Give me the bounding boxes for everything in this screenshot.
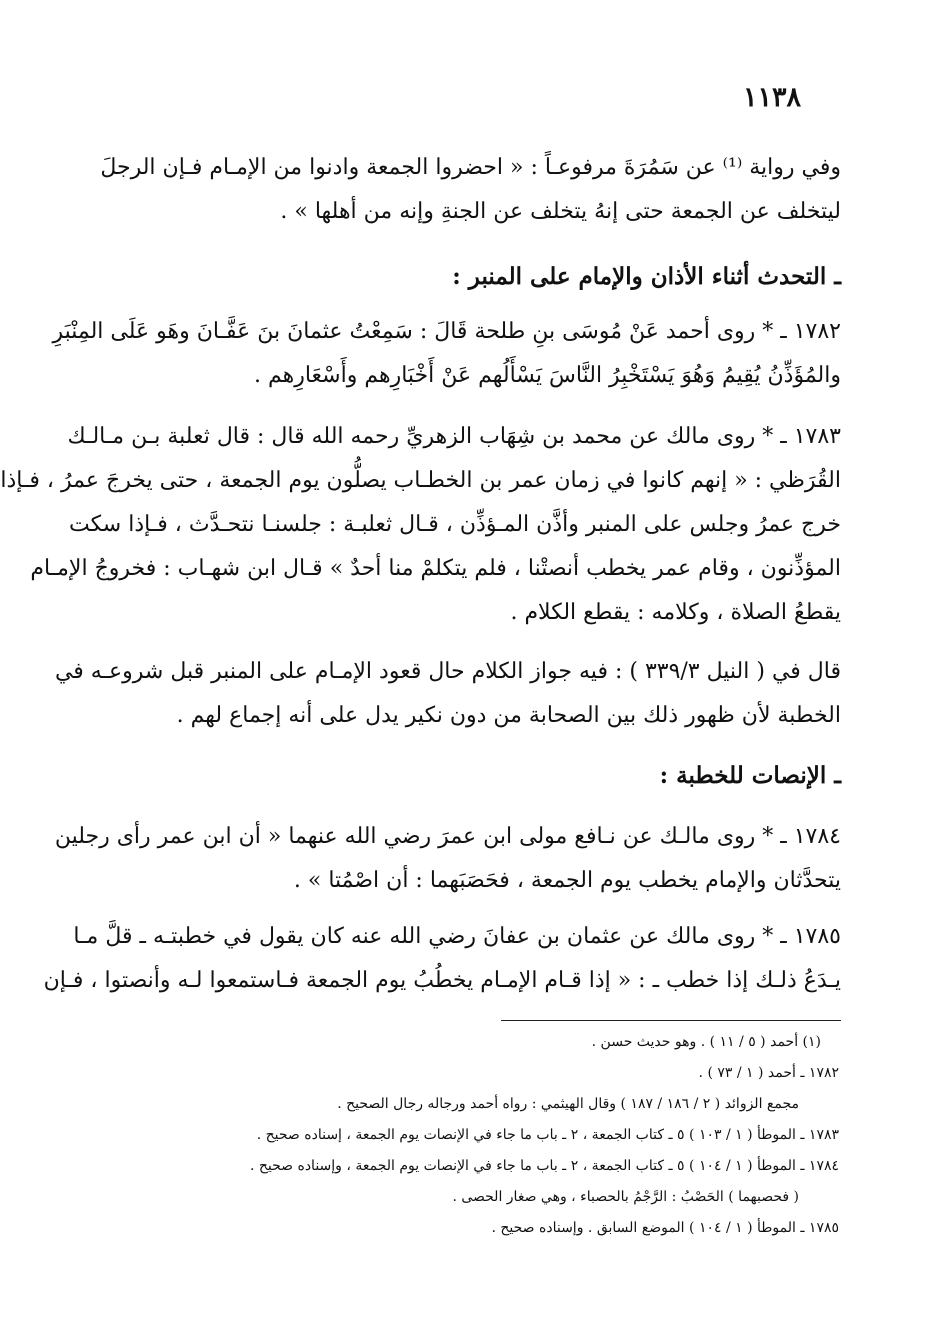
nayl-line-1: قال في ( النيل ٣٣٩/٣ ) : فيه جواز الكلام حال قعود الإمـام على المنبر قبل شروعـه في	[54, 659, 841, 684]
hadith-1783-line-1: ١٧٨٣ ـ * روى مالك عن محمد بن شِهَاب الزهريِّ رحمه الله قال : قال ثعلبة بـن مـالـك	[67, 424, 841, 449]
footnote-1783: ١٧٨٣ ـ الموطأ ( ١ / ١٠٣ ) ٥ ـ كتاب الجمعة ، ٢ ـ باب ما جاء في الإنصات يوم الجمعة ، إسناده صحيح .	[256, 1127, 839, 1143]
hadith-1785-line-1: ١٧٨٥ ـ * روى مالك عن عثمان بن عفانَ رضي الله عنه كان يقول في خطبتـه ـ قلَّ مـا	[73, 924, 841, 949]
hadith-1784	[54, 815, 841, 903]
hadith-1782	[52, 310, 841, 398]
hadith-1782-line-2: والمُؤَذِّنُ يُقِيمُ وَهُوَ يَسْتَخْبِرُ النَّاسَ يَسْأَلُهم عَنْ أَخْبَارِهم وأَسْعَارِهم .	[254, 363, 841, 388]
intro-line-2: ليتخلف عن الجمعة حتى إنهُ يتخلف عن الجنةِ وإنه من أهلها » .	[280, 199, 841, 224]
hadith-1785	[43, 915, 841, 1003]
hadith-1783-line-2: القُرَظي : « إنهم كانوا في زمان عمر بن الخطـاب يصلُّون يوم الجمعة ، حتى يخرجَ عمرُ ، فـإذا	[0, 468, 841, 493]
hadith-1784-line-2: يتحدَّثان والإمام يخطب يوم الجمعة ، فحَصَبَهما : أن اصْمُتا » .	[293, 868, 841, 893]
hadith-1783-line-4: المؤذِّنون ، وقام عمر يخطب أنصتْنا ، فلم يتكلمْ منا أحدٌ » قـال ابن شهـاب : فخروجُ الإمـام	[30, 556, 841, 581]
hadith-1783	[0, 415, 841, 635]
footnote-1: (١) أحمد ( ٥ / ١١ ) . وهو حديث حسن .	[591, 1034, 821, 1050]
section-heading-talking-during-adhan: ـ التحدث أثناء الأذان والإمام على المنبر :	[452, 263, 841, 290]
footnote-hasb-definition: ( فحصبهما ) الحَصْبُ : الرَّجْمُ بالحصباء ، وهي صغار الحصى .	[452, 1189, 799, 1205]
hadith-1783-line-3: خرج عمرُ وجلس على المنبر وأذَّن المـؤذِّن ، قـال ثعلبـة : جلسنـا نتحـدَّث ، فـإذا سكت	[69, 512, 841, 537]
hadith-1783-line-5: يقطعُ الصلاة ، وكلامه : يقطع الكلام .	[510, 600, 841, 625]
page-number: ١١٣٨	[742, 82, 801, 113]
footnote-1782: ١٧٨٢ ـ أحمد ( ١ / ٧٣ ) .	[698, 1065, 839, 1081]
intro-paragraph	[100, 146, 841, 234]
nayl-commentary	[54, 650, 841, 738]
hadith-1782-line-1: ١٧٨٢ ـ * روى أحمد عَنْ مُوسَى بنِ طلحة قَالَ : سَمِعْتُ عثمانَ بنَ عَفَّـانَ وهَو عَلَى المِنْبَرِ	[52, 319, 841, 344]
footnote-majma: مجمع الزوائد ( ٢ / ١٨٦ / ١٨٧ ) وقال الهيثمي : رواه أحمد ورجاله رجال الصحيح .	[337, 1096, 799, 1112]
section-heading-listening-to-khutbah: ـ الإنصات للخطبة :	[659, 762, 841, 789]
nayl-line-2: الخطبة لأن ظهور ذلك بين الصحابة من دون نكير يدل على أنه إجماع لهم .	[176, 703, 841, 728]
hadith-1784-line-1: ١٧٨٤ ـ * روى مالـك عن نـافع مولى ابن عمرَ رضي الله عنهما « أن ابن عمر رأى رجلين	[54, 824, 841, 849]
footnote-separator	[501, 1020, 841, 1021]
intro-line-1: وفي رواية ⁽¹⁾ عن سَمُرَةَ مرفوعـاً : « احضروا الجمعة وادنوا من الإمـام فـإن الرجلَ	[100, 155, 841, 180]
footnote-1784: ١٧٨٤ ـ الموطأ ( ١ / ١٠٤ ) ٥ ـ كتاب الجمعة ، ٢ ـ باب ما جاء في الإنصات يوم الجمعة ، وإسناده صحيح .	[249, 1158, 839, 1174]
footnote-1785: ١٧٨٥ ـ الموطأ ( ١ / ١٠٤ ) الموضع السابق . وإسناده صحيح .	[491, 1220, 839, 1236]
hadith-1785-line-2: يـدَعُ ذلـك إذا خطب ـ : « إذا قـام الإمـام يخطُبُ يوم الجمعة فـاستمعوا لـه وأنصتوا ، فـإن	[43, 968, 841, 993]
footnotes	[139, 1027, 839, 1244]
